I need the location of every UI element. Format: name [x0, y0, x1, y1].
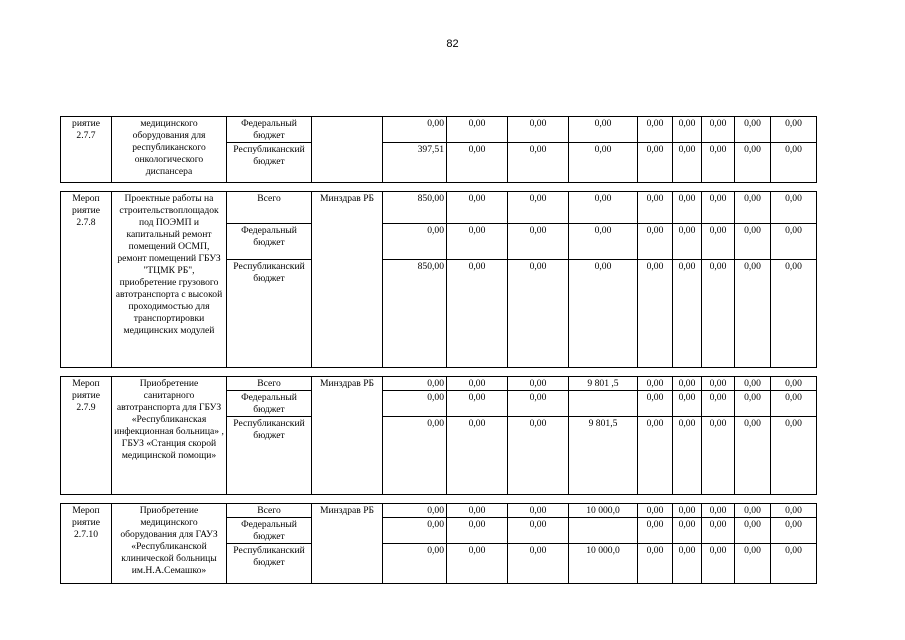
value-cell: 0,00: [638, 192, 673, 224]
value-cell: 0,00: [771, 260, 817, 368]
value-cell: 0,00: [735, 544, 771, 584]
executor: Минздрав РБ: [312, 504, 383, 584]
value-cell: 0,00: [447, 117, 508, 143]
funding-source: Республиканский бюджет: [227, 260, 312, 368]
table-row: [61, 117, 817, 143]
value-cell: 0,00: [447, 224, 508, 260]
executor: [312, 117, 383, 183]
value-cell: 0,00: [673, 518, 702, 544]
value-cell: 0,00: [569, 224, 638, 260]
value-cell: 0,00: [508, 504, 569, 518]
value-cell: 0,00: [638, 544, 673, 584]
activity-name: медицинского оборудования для республиканского онкологического диспансера: [112, 117, 227, 183]
value-cell: 0,00: [673, 504, 702, 518]
value-cell: [569, 518, 638, 544]
executor: Минздрав РБ: [312, 377, 383, 495]
value-cell: 9 801 ,5: [569, 377, 638, 391]
value-cell: 0,00: [569, 143, 638, 183]
value-cell: 0,00: [702, 192, 735, 224]
value-cell: 0,00: [638, 377, 673, 391]
value-cell: 0,00: [771, 504, 817, 518]
value-cell: 0,00: [673, 417, 702, 495]
value-cell: 0,00: [383, 377, 447, 391]
value-cell: 0,00: [735, 224, 771, 260]
value-cell: 0,00: [673, 192, 702, 224]
value-cell: 0,00: [383, 117, 447, 143]
value-cell: 0,00: [702, 117, 735, 143]
value-cell: 0,00: [569, 117, 638, 143]
value-cell: 0,00: [771, 544, 817, 584]
value-cell: 0,00: [771, 192, 817, 224]
value-cell: 0,00: [383, 544, 447, 584]
value-cell: 0,00: [383, 391, 447, 417]
activity-name: Приобретение санитарного автотранспорта для ГБУЗ «Республиканская инфекционная больница» , ГБУЗ «Станция скорой медицинской помощи»: [112, 377, 227, 495]
value-cell: 0,00: [447, 518, 508, 544]
value-cell: 0,00: [508, 518, 569, 544]
page-number: 82: [446, 38, 459, 50]
table-row: [61, 377, 817, 391]
value-cell: [569, 391, 638, 417]
value-cell: 0,00: [569, 192, 638, 224]
value-cell: 0,00: [638, 391, 673, 417]
value-cell: 0,00: [508, 417, 569, 495]
activity-id: риятие 2.7.7: [61, 117, 112, 183]
value-cell: 0,00: [638, 518, 673, 544]
value-cell: 0,00: [383, 504, 447, 518]
value-cell: 0,00: [771, 391, 817, 417]
value-cell: 0,00: [447, 391, 508, 417]
value-cell: 9 801,5: [569, 417, 638, 495]
value-cell: 0,00: [735, 117, 771, 143]
executor: Минздрав РБ: [312, 192, 383, 368]
value-cell: 0,00: [735, 192, 771, 224]
value-cell: 0,00: [508, 377, 569, 391]
funding-source: Федеральный бюджет: [227, 224, 312, 260]
value-cell: 0,00: [447, 260, 508, 368]
funding-source: Федеральный бюджет: [227, 117, 312, 143]
value-cell: 0,00: [702, 391, 735, 417]
value-cell: 0,00: [735, 143, 771, 183]
activity-id: Мероп риятие 2.7.10: [61, 504, 112, 584]
section-gap: [61, 183, 817, 192]
value-cell: 0,00: [771, 417, 817, 495]
value-cell: 0,00: [673, 391, 702, 417]
value-cell: 0,00: [673, 260, 702, 368]
value-cell: 0,00: [638, 417, 673, 495]
value-cell: 0,00: [673, 224, 702, 260]
value-cell: 0,00: [638, 143, 673, 183]
value-cell: 10 000,0: [569, 544, 638, 584]
value-cell: 10 000,0: [569, 504, 638, 518]
activity-name: Приобретение медицинского оборудования для ГАУЗ «Республиканской клинической больницы им.Н.А.Семашко»: [112, 504, 227, 584]
funding-source: Федеральный бюджет: [227, 518, 312, 544]
value-cell: 0,00: [673, 117, 702, 143]
value-cell: 0,00: [702, 224, 735, 260]
activity-id: Мероп риятие 2.7.8: [61, 192, 112, 368]
value-cell: 0,00: [508, 544, 569, 584]
value-cell: 0,00: [735, 504, 771, 518]
section-gap: [61, 495, 817, 504]
value-cell: 0,00: [508, 192, 569, 224]
value-cell: 0,00: [702, 417, 735, 495]
funding-source: Республиканский бюджет: [227, 143, 312, 183]
value-cell: 0,00: [508, 224, 569, 260]
value-cell: 0,00: [569, 260, 638, 368]
value-cell: 0,00: [673, 544, 702, 584]
value-cell: 850,00: [383, 192, 447, 224]
activity-id: Мероп риятие 2.7.9: [61, 377, 112, 495]
value-cell: 0,00: [508, 391, 569, 417]
value-cell: 0,00: [383, 224, 447, 260]
value-cell: 0,00: [735, 417, 771, 495]
value-cell: 0,00: [702, 143, 735, 183]
value-cell: 0,00: [447, 192, 508, 224]
value-cell: 0,00: [771, 117, 817, 143]
value-cell: 0,00: [638, 117, 673, 143]
value-cell: 850,00: [383, 260, 447, 368]
value-cell: 0,00: [702, 377, 735, 391]
table-row: [61, 504, 817, 518]
funding-source: Всего: [227, 377, 312, 391]
value-cell: 0,00: [771, 143, 817, 183]
value-cell: 0,00: [735, 260, 771, 368]
funding-source: Всего: [227, 504, 312, 518]
table-body: [61, 117, 817, 584]
value-cell: 0,00: [735, 391, 771, 417]
value-cell: 0,00: [508, 117, 569, 143]
value-cell: 0,00: [383, 518, 447, 544]
value-cell: 0,00: [638, 504, 673, 518]
value-cell: 0,00: [771, 377, 817, 391]
value-cell: 0,00: [447, 143, 508, 183]
value-cell: 0,00: [638, 224, 673, 260]
value-cell: 0,00: [508, 260, 569, 368]
value-cell: 0,00: [673, 143, 702, 183]
value-cell: 0,00: [447, 417, 508, 495]
funding-source: Федеральный бюджет: [227, 391, 312, 417]
value-cell: 0,00: [638, 260, 673, 368]
funding-source: Всего: [227, 192, 312, 224]
value-cell: 0,00: [447, 544, 508, 584]
value-cell: 0,00: [447, 504, 508, 518]
value-cell: 0,00: [735, 377, 771, 391]
value-cell: 0,00: [771, 518, 817, 544]
value-cell: 0,00: [702, 504, 735, 518]
value-cell: 0,00: [702, 544, 735, 584]
funding-source: Республиканский бюджет: [227, 417, 312, 495]
value-cell: 0,00: [702, 260, 735, 368]
value-cell: 0,00: [673, 377, 702, 391]
table-row: [61, 192, 817, 224]
value-cell: 0,00: [702, 518, 735, 544]
funding-source: Республиканский бюджет: [227, 544, 312, 584]
value-cell: 0,00: [771, 224, 817, 260]
value-cell: 0,00: [447, 377, 508, 391]
activity-name: Проектные работы на строительствоплощадок под ПОЭМП и капитальный ремонт помещений ОСМП, ремонт помещений ГБУЗ "ТЦМК РБ", приобретение грузового автотранспорта с высокой проходимостью для транспортировки медицинских модулей: [112, 192, 227, 368]
section-gap: [61, 368, 817, 377]
budget-table: [60, 116, 817, 584]
value-cell: 0,00: [508, 143, 569, 183]
value-cell: 0,00: [383, 417, 447, 495]
value-cell: 0,00: [735, 518, 771, 544]
value-cell: 397,51: [383, 143, 447, 183]
